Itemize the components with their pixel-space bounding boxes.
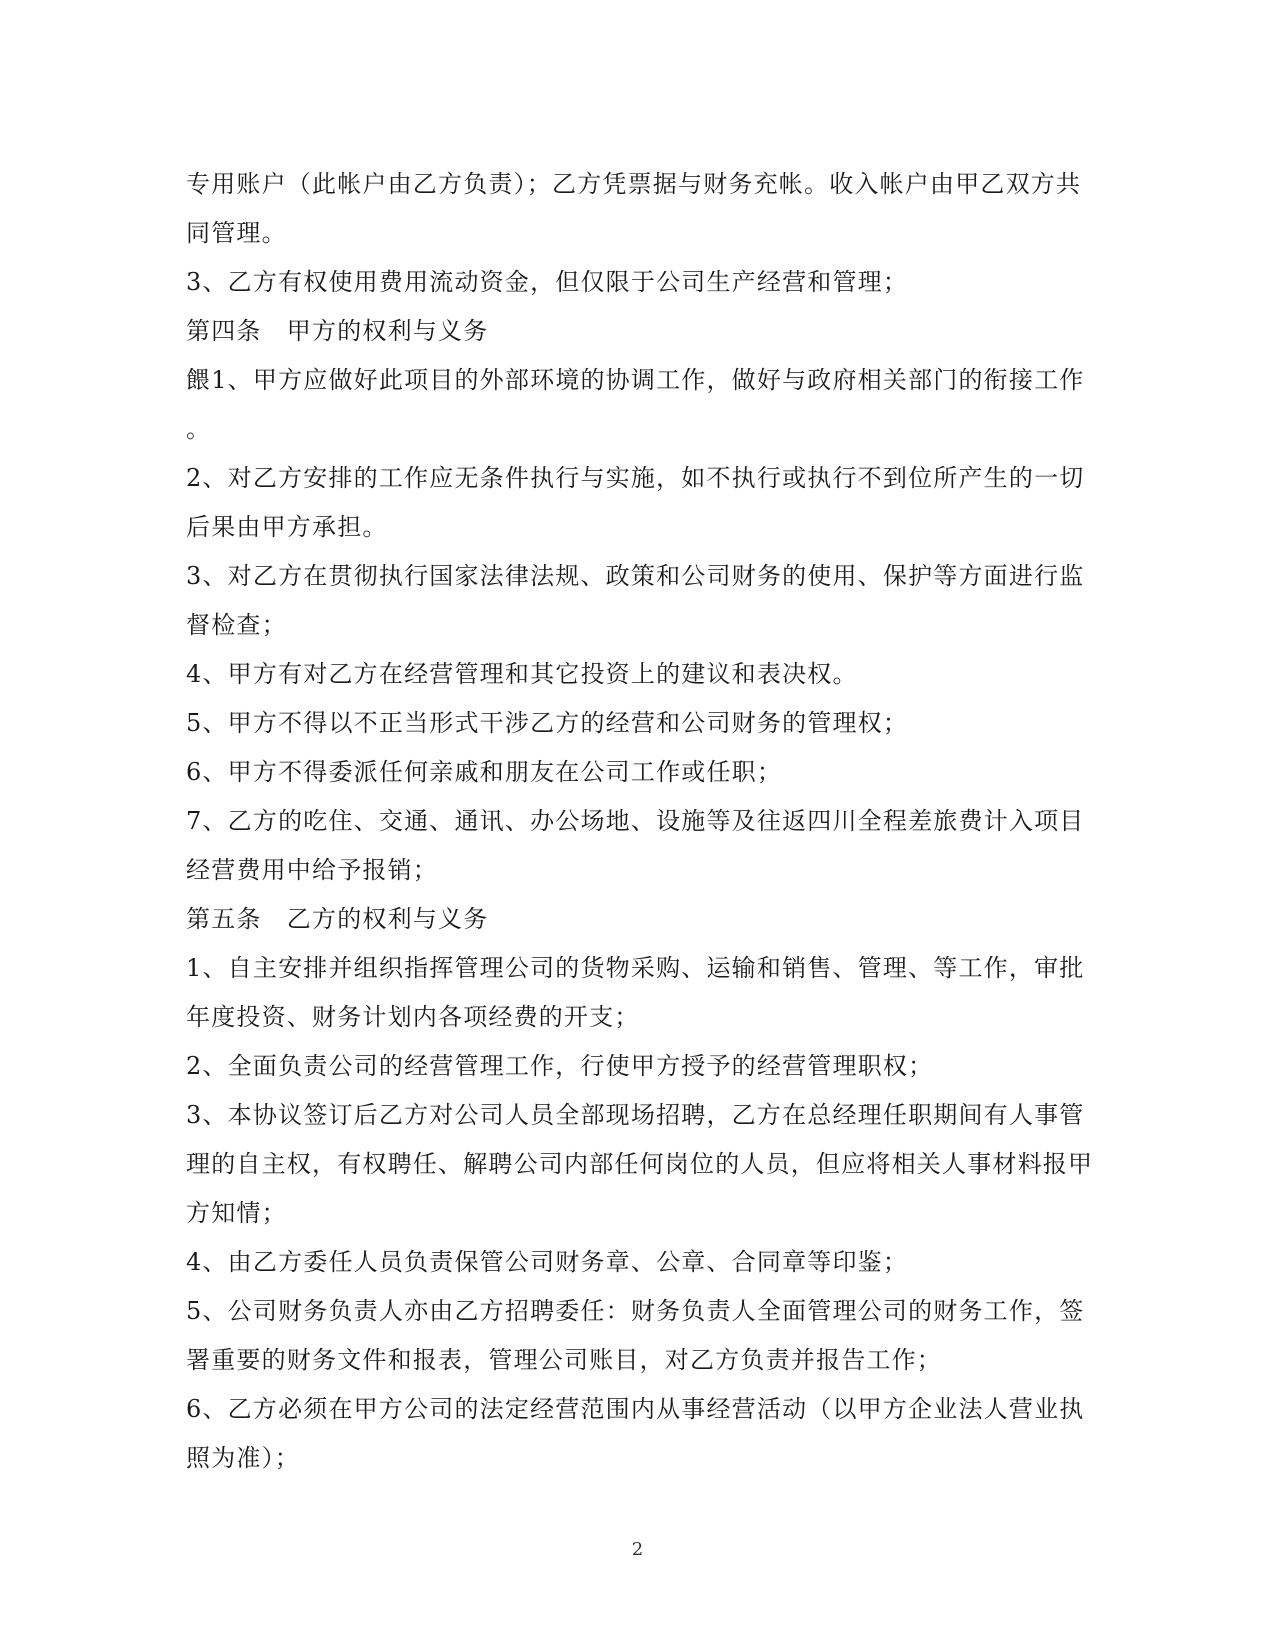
- page-number: 2: [631, 1539, 644, 1560]
- text-line: 3、对乙方在贯彻执行国家法律法规、政策和公司财务的使用、保护等方面进行监: [186, 562, 1085, 590]
- text-line: 7、乙方的吃住、交通、通讯、办公场地、设施等及往返四川全程差旅费计入项目: [186, 807, 1085, 835]
- article-heading: 第五条 乙方的权利与义务: [186, 905, 489, 933]
- text-line: 1、自主安排并组织指挥管理公司的货物采购、运输和销售、管理、等工作，审批: [186, 954, 1085, 982]
- text-line: 5、甲方不得以不正当形式干涉乙方的经营和公司财务的管理权；: [186, 709, 909, 737]
- text-line: 照为准）；: [186, 1444, 300, 1472]
- text-line: 理的自主权，有权聘任、解聘公司内部任何岗位的人员，但应将相关人事材料报甲: [186, 1150, 1094, 1178]
- text-line: 专用账户（此帐户由乙方负责）；乙方凭票据与财务充帐。收入帐户由甲乙双方共: [186, 170, 1082, 198]
- document-body: [186, 160, 1094, 1483]
- text-line: 。: [186, 415, 212, 443]
- article-heading: 第四条 甲方的权利与义务: [186, 317, 489, 345]
- text-line: 同管理。: [186, 219, 287, 247]
- text-line: 6、乙方必须在甲方公司的法定经营范围内从事经营活动（以甲方企业法人营业执: [186, 1395, 1085, 1423]
- text-line: 署重要的财务文件和报表，管理公司账目，对乙方负责并报告工作；: [186, 1346, 942, 1374]
- text-line: 6、甲方不得委派任何亲戚和朋友在公司工作或任职；: [186, 758, 783, 786]
- text-line: 2、全面负责公司的经营管理工作，行使甲方授予的经营管理职权；: [186, 1052, 934, 1080]
- text-line: 3、乙方有权使用费用流动资金，但仅限于公司生产经营和管理；: [186, 268, 909, 296]
- text-line: 经营费用中给予报销；: [186, 856, 438, 884]
- text-line: 方知情；: [186, 1199, 287, 1227]
- text-line: 年度投资、财务计划内各项经费的开支；: [186, 1003, 640, 1031]
- text-line: 3、本协议签订后乙方对公司人员全部现场招聘，乙方在总经理任职期间有人事管: [186, 1101, 1085, 1129]
- text-line: 后果由甲方承担。: [186, 513, 388, 541]
- text-line: 2、对乙方安排的工作应无条件执行与实施，如不执行或执行不到位所产生的一切: [186, 464, 1085, 492]
- text-line: 4、由乙方委任人员负责保管公司财务章、公章、合同章等印鉴；: [186, 1248, 909, 1276]
- text-line: 5、公司财务负责人亦由乙方招聘委任：财务负责人全面管理公司的财务工作，签: [186, 1297, 1085, 1325]
- text-line: 餵1、甲方应做好此项目的外部环境的协调工作，做好与政府相关部门的衔接工作: [186, 366, 1085, 394]
- text-line: 4、甲方有对乙方在经营管理和其它投资上的建议和表决权。: [186, 660, 858, 688]
- text-line: 督检查；: [186, 611, 287, 639]
